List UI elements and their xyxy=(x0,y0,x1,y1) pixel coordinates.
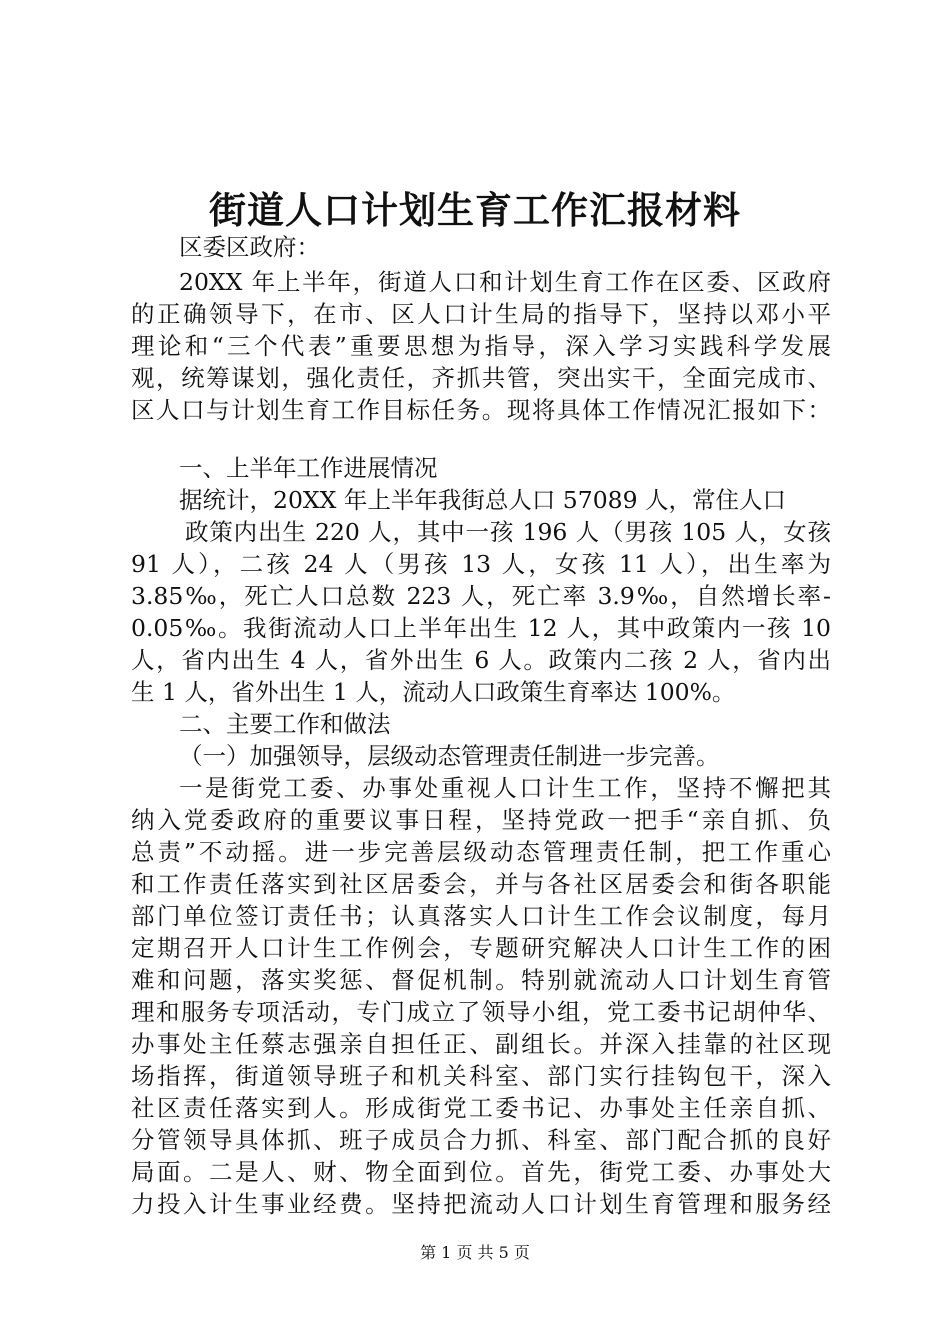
body-line: 难和问题，落实奖惩、督促机制。特别就流动人口计划生育管 xyxy=(131,966,831,994)
body-line: 纳入党委政府的重要议事日程，坚持党政一把手“亲自抓、负 xyxy=(131,806,831,834)
body-line: 力投入计生事业经费。坚持把流动人口计划生育管理和服务经 xyxy=(131,1190,831,1218)
body-line: 91 人），二孩 24 人（男孩 13 人，女孩 11 人），出生率为 xyxy=(131,550,831,578)
body-line: 定期召开人口计生工作例会，专题研究解决人口计生工作的困 xyxy=(131,934,831,962)
body-line: 办事处主任蔡志强亲自担任正、副组长。并深入挂靠的社区现 xyxy=(131,1030,831,1058)
body-line: 20XX 年上半年，街道人口和计划生育工作在区委、区政府 xyxy=(179,268,831,296)
document-title: 街道人口计划生育工作汇报材料 xyxy=(209,188,741,232)
body-line: 区人口与计划生育工作目标任务。现将具体工作情况汇报如下： xyxy=(131,396,831,424)
body-line: 场指挥，街道领导班子和机关科室、部门实行挂钩包干，深入 xyxy=(131,1062,831,1090)
section-heading: 一、上半年工作进展情况 xyxy=(179,454,438,482)
body-line: 观，统筹谋划，强化责任，齐抓共管，突出实干，全面完成市、 xyxy=(131,364,831,392)
body-line: 生 1 人，省外出生 1 人，流动人口政策生育率达 100%。 xyxy=(131,678,736,706)
body-line: 人，省内出生 4 人，省外出生 6 人。政策内二孩 2 人，省内出 xyxy=(131,646,831,674)
body-line: 0.05‰。我街流动人口上半年出生 12 人，其中政策内一孩 10 xyxy=(131,614,831,642)
body-line: 分管领导具体抓、班子成员合力抓、科室、部门配合抓的良好 xyxy=(131,1126,831,1154)
body-line-salutation: 区委区政府： xyxy=(179,233,320,261)
body-line: 政策内出生 220 人，其中一孩 196 人（男孩 105 人，女孩 xyxy=(185,518,831,546)
body-line: 社区责任落实到人。形成街党工委书记、办事处主任亲自抓、 xyxy=(131,1094,831,1122)
body-line: 总责”不动摇。进一步完善层级动态管理责任制，把工作重心 xyxy=(131,838,831,866)
page-footer: 第 1 页 共 5 页 xyxy=(420,1243,530,1262)
body-line: 的正确领导下，在市、区人口计生局的指导下，坚持以邓小平 xyxy=(131,300,831,328)
body-line: 部门单位签订责任书；认真落实人口计生工作会议制度，每月 xyxy=(131,902,831,930)
body-line: 局面。二是人、财、物全面到位。首先，街党工委、办事处大 xyxy=(131,1158,831,1186)
body-line: 和工作责任落实到社区居委会，并与各社区居委会和街各职能 xyxy=(131,870,831,898)
body-line: 据统计，20XX 年上半年我街总人口 57089 人，常住人口 xyxy=(179,486,787,514)
body-line: 3.85‰，死亡人口总数 223 人，死亡率 3.9‰，自然增长率- xyxy=(131,582,831,610)
body-line: 理论和“三个代表”重要思想为指导，深入学习实践科学发展 xyxy=(131,332,831,360)
body-line: 一是街党工委、办事处重视人口计生工作，坚持不懈把其 xyxy=(179,774,831,802)
subsection-heading: （一）加强领导，层级动态管理责任制进一步完善。 xyxy=(179,742,720,770)
section-heading: 二、主要工作和做法 xyxy=(179,710,391,738)
body-line: 理和服务专项活动，专门成立了领导小组，党工委书记胡仲华、 xyxy=(131,998,831,1026)
